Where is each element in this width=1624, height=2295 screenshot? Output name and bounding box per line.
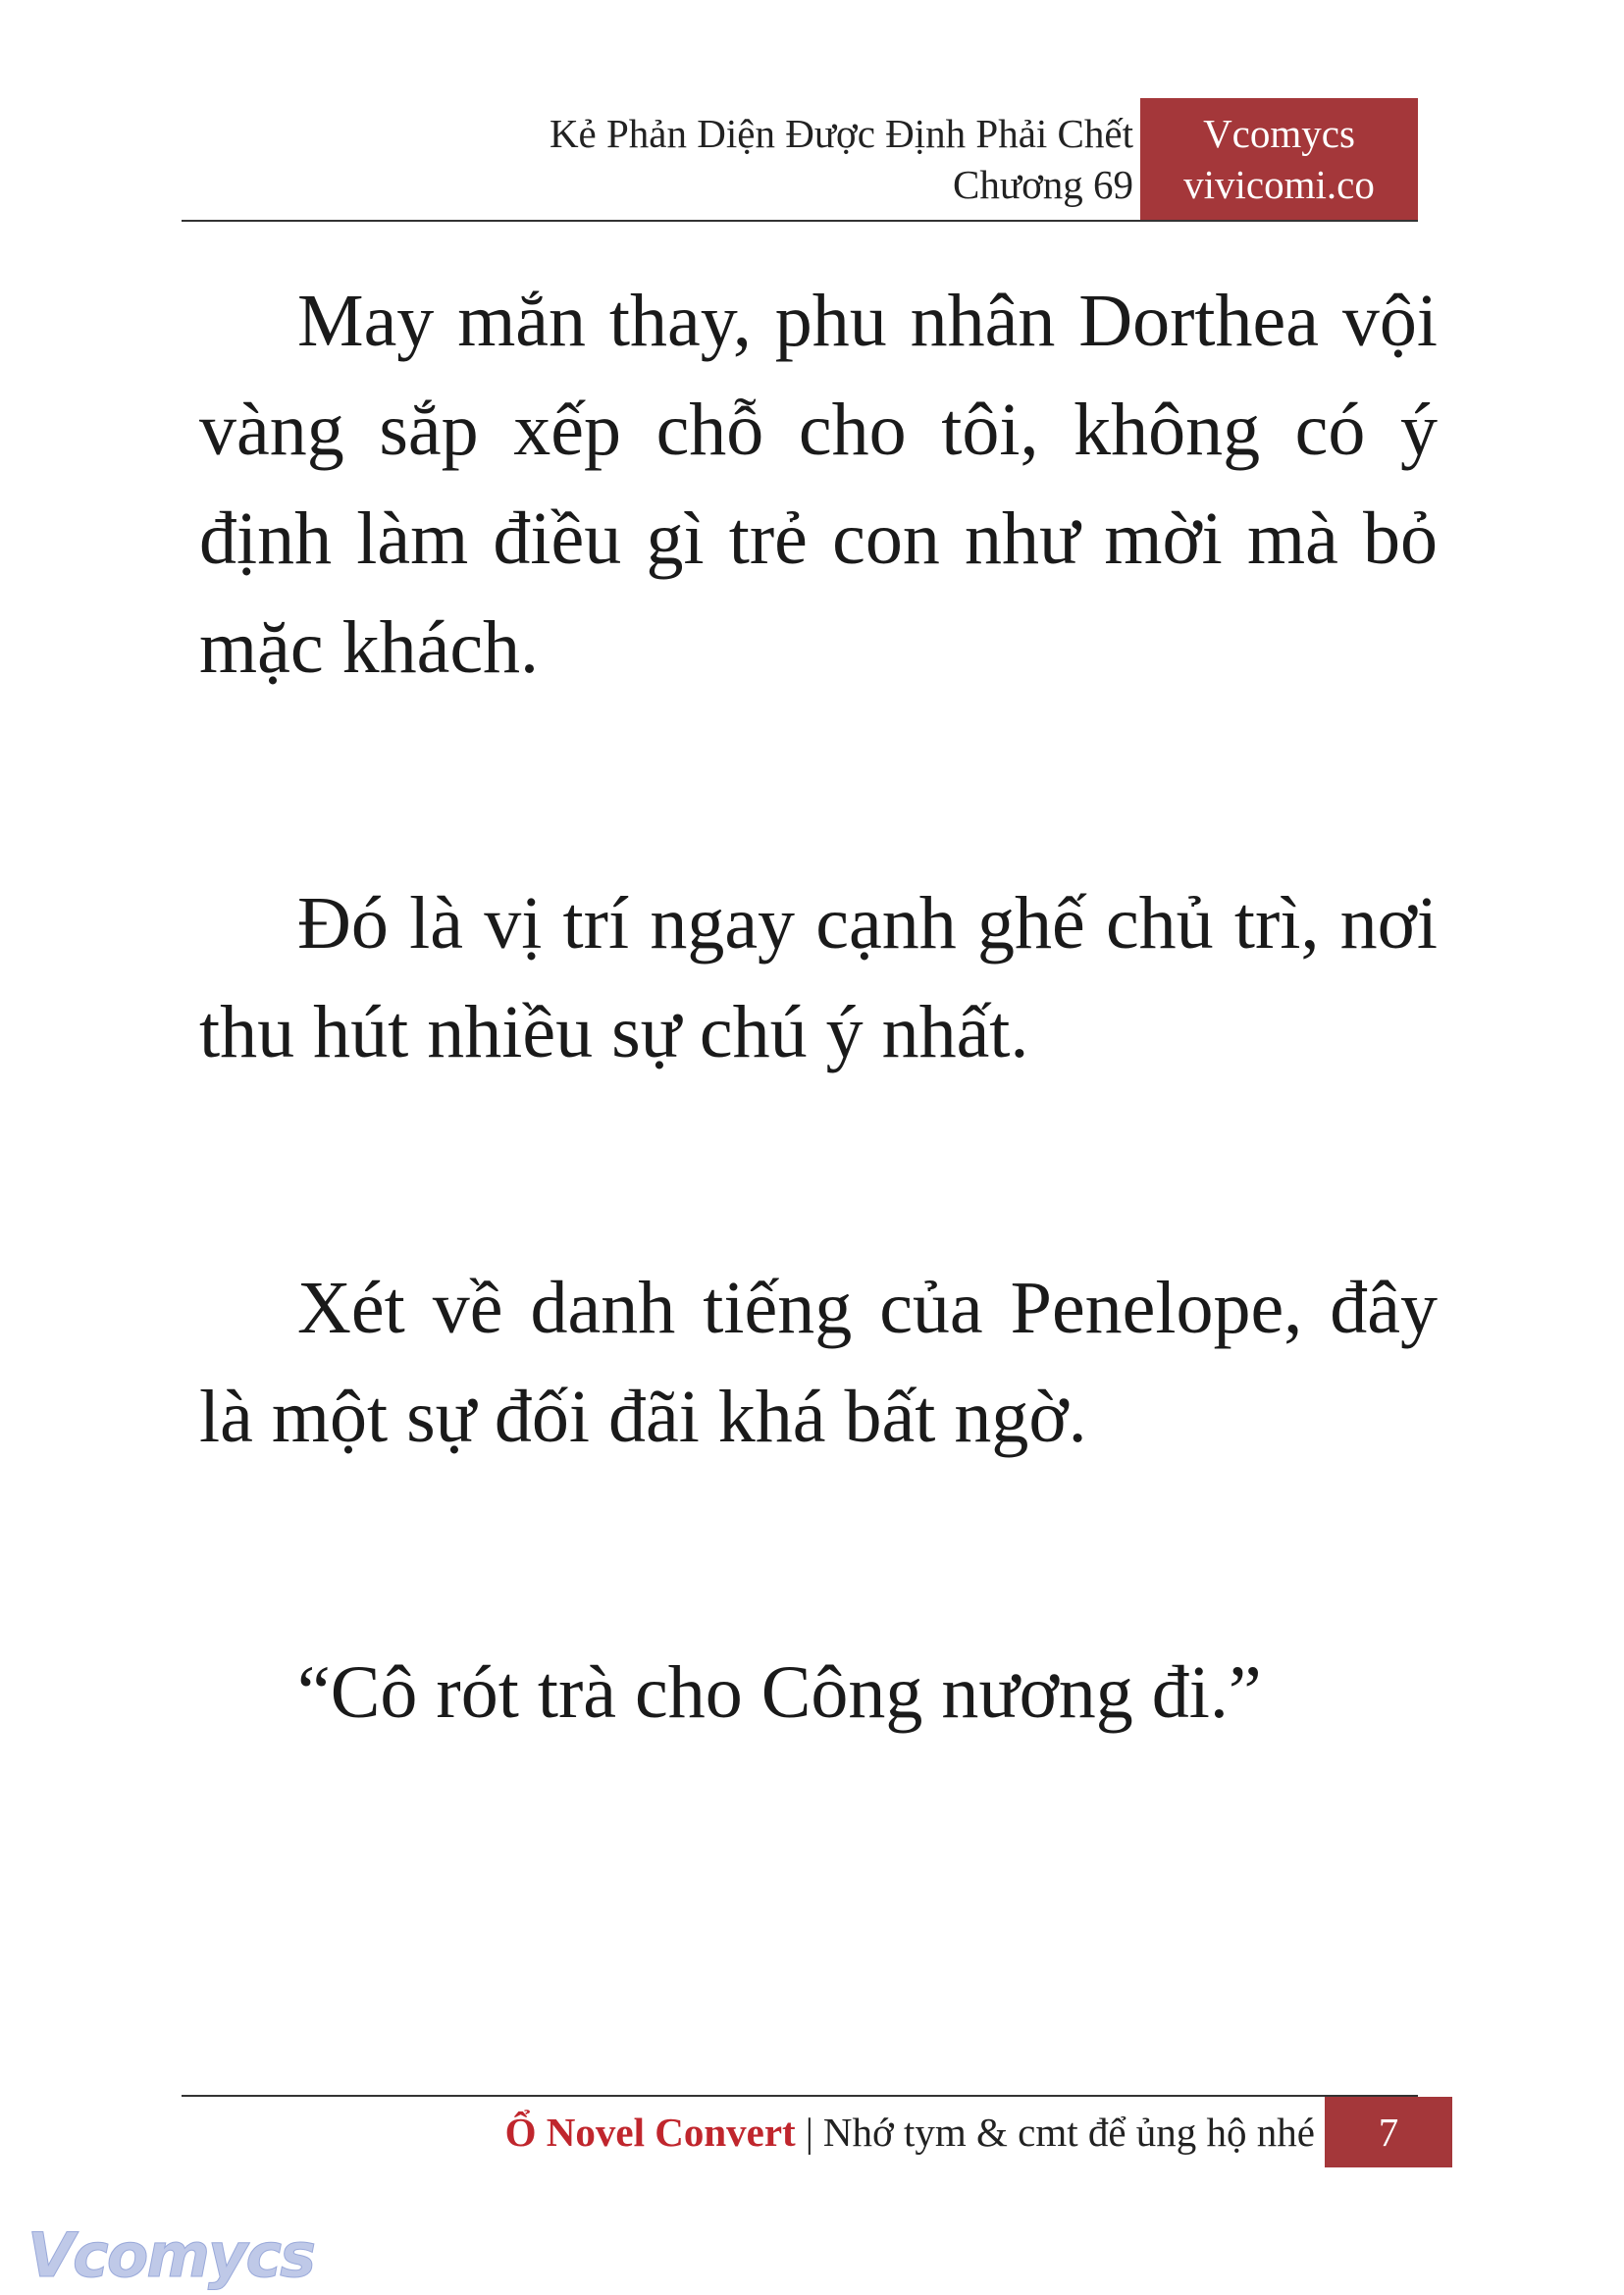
footer-separator: | [805, 2110, 813, 2155]
paragraph: Xét về danh tiếng của Penelope, đây là một sự đối đãi khá bất ngờ. [199, 1267, 1438, 1458]
header-divider [182, 220, 1418, 222]
footer-text [505, 2097, 1315, 2167]
header-text [550, 98, 1133, 220]
page-number: 7 [1325, 2097, 1452, 2167]
page-footer [182, 2097, 1452, 2167]
paragraph: Đó là vị trí ngay cạnh ghế chủ trì, nơi thu hút nhiều sự chú ý nhất. [199, 882, 1438, 1073]
dialogue-paragraph: “Cô rót trà cho Công nương đi.” [297, 1651, 1262, 1734]
site-url: vivicomi.co [1183, 162, 1375, 207]
watermark-logo: Vcomycs [27, 2219, 315, 2291]
site-name: Vcomycs [1203, 111, 1355, 156]
chapter-content [199, 267, 1438, 1747]
chapter-label: Chương 69 [953, 162, 1133, 207]
page-header [182, 98, 1418, 220]
book-title: Kẻ Phản Diện Được Định Phải Chết [549, 111, 1133, 156]
paragraph: May mắn thay, phu nhân Dorthea vội vàng sắp xếp chỗ cho tôi, không có ý định làm điều gì trẻ con như mời mà bỏ mặc khách. [199, 280, 1438, 689]
site-badge [1140, 98, 1418, 220]
footer-message: Nhớ tym & cmt để ủng hộ nhé [822, 2110, 1315, 2155]
footer-brand: Ổ Novel Convert [504, 2110, 796, 2155]
